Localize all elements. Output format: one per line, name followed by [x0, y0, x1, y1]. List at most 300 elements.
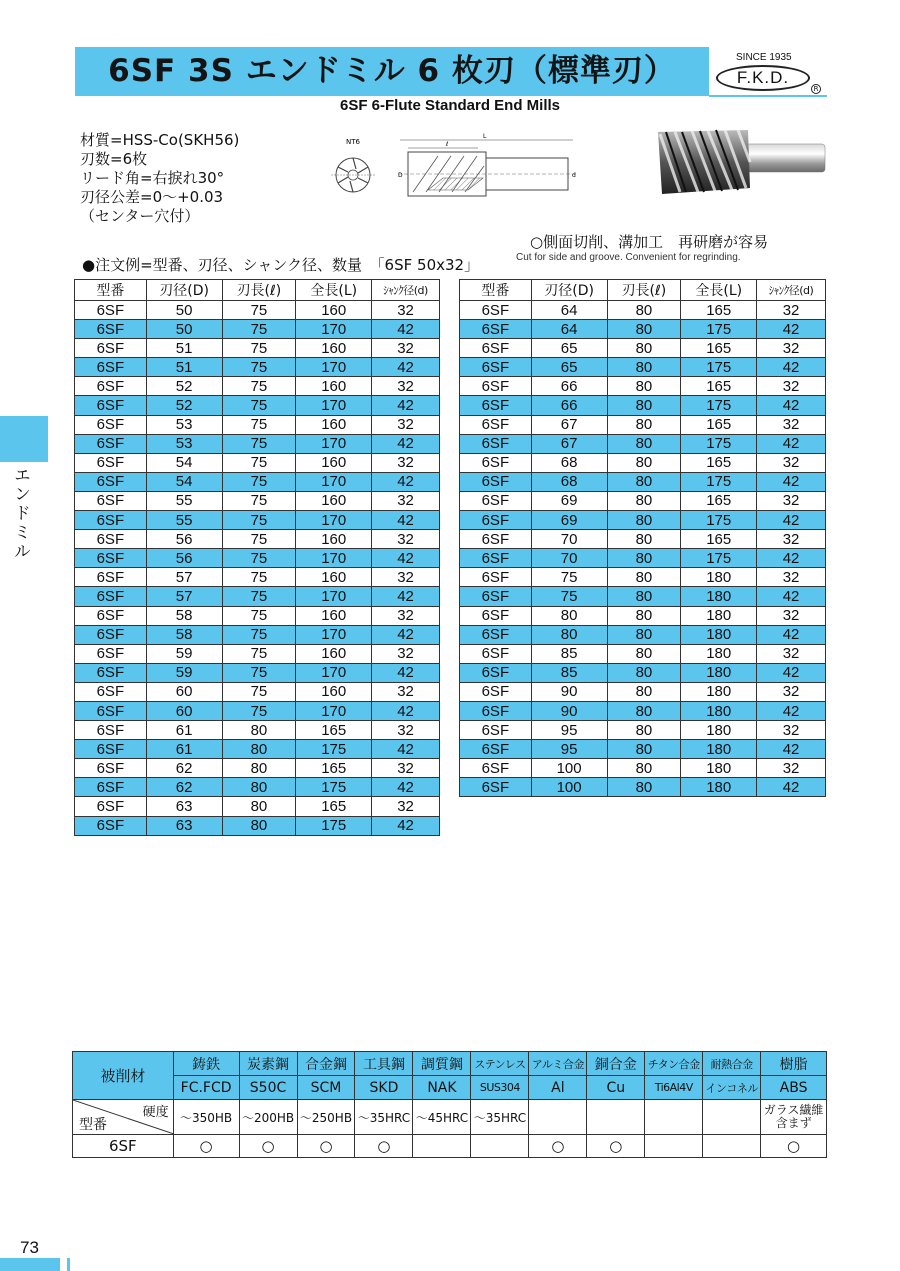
cell-shank-diameter: 32 — [757, 568, 826, 587]
cell-shank-diameter: 32 — [372, 797, 440, 816]
cell-flute-length: 80 — [607, 377, 681, 396]
table-row — [75, 587, 440, 606]
cell-flute-length: 80 — [222, 816, 296, 835]
cell-overall-length: 175 — [681, 472, 757, 491]
cell-flute-length: 75 — [222, 663, 296, 682]
cell-flute-length: 80 — [607, 587, 681, 606]
cell-diameter: 65 — [531, 339, 607, 358]
table-row — [75, 663, 440, 682]
col-shank-diameter: ｼｬﾝｸ径(d) — [757, 280, 826, 301]
row-model: 6SF — [73, 1135, 174, 1158]
cell-model: 6SF — [460, 721, 532, 740]
cell-flute-length: 80 — [607, 606, 681, 625]
cell-diameter: 68 — [531, 472, 607, 491]
cell-model: 6SF — [460, 530, 532, 549]
cell-diameter: 57 — [146, 568, 222, 587]
cell-overall-length: 165 — [681, 377, 757, 396]
cell-flute-length: 80 — [607, 625, 681, 644]
table-header-row — [460, 280, 826, 301]
mat-category: 樹脂 — [761, 1052, 827, 1076]
cell-model: 6SF — [460, 301, 532, 320]
spec-table-left — [74, 279, 440, 836]
cell-diameter: 100 — [531, 778, 607, 797]
cell-shank-diameter: 42 — [757, 358, 826, 377]
mat-hardness: ガラス繊維含まず — [761, 1100, 827, 1135]
cell-model: 6SF — [75, 377, 147, 396]
cell-flute-length: 75 — [222, 434, 296, 453]
cell-flute-length: 75 — [222, 682, 296, 701]
cell-overall-length: 160 — [296, 606, 372, 625]
cell-diameter: 50 — [146, 320, 222, 339]
cell-shank-diameter: 32 — [757, 453, 826, 472]
table-row — [75, 301, 440, 320]
cell-shank-diameter: 42 — [372, 549, 440, 568]
suitability-mark: ○ — [355, 1135, 413, 1158]
cell-model: 6SF — [75, 587, 147, 606]
cell-model: 6SF — [75, 644, 147, 663]
cell-shank-diameter: 32 — [757, 606, 826, 625]
table-row — [75, 396, 440, 415]
cell-shank-diameter: 42 — [757, 625, 826, 644]
cell-flute-length: 75 — [222, 701, 296, 720]
cell-flute-length: 75 — [222, 301, 296, 320]
svg-text:D: D — [398, 172, 403, 179]
cell-flute-length: 80 — [607, 721, 681, 740]
cell-diameter: 67 — [531, 434, 607, 453]
cell-overall-length: 180 — [681, 721, 757, 740]
cell-diameter: 56 — [146, 530, 222, 549]
cell-model: 6SF — [460, 549, 532, 568]
spec-center: （センター穴付） — [80, 207, 200, 225]
cell-shank-diameter: 32 — [372, 721, 440, 740]
cell-model: 6SF — [75, 491, 147, 510]
table-row — [75, 625, 440, 644]
cell-model: 6SF — [460, 587, 532, 606]
spec-lead-angle: リード角=右捩れ30° — [80, 169, 225, 187]
svg-text:d: d — [572, 172, 576, 179]
cell-shank-diameter: 42 — [372, 434, 440, 453]
cell-model: 6SF — [75, 721, 147, 740]
cell-diameter: 54 — [146, 453, 222, 472]
cell-diameter: 85 — [531, 644, 607, 663]
suitability-mark: ○ — [297, 1135, 355, 1158]
cell-diameter: 90 — [531, 682, 607, 701]
cell-shank-diameter: 32 — [757, 301, 826, 320]
materials-model-row — [73, 1135, 827, 1158]
cell-diameter: 66 — [531, 396, 607, 415]
table-row — [460, 644, 826, 663]
cell-overall-length: 165 — [681, 339, 757, 358]
end-mill-photo — [650, 122, 830, 202]
table-row — [75, 816, 440, 835]
cell-shank-diameter: 42 — [757, 549, 826, 568]
cell-overall-length: 165 — [296, 797, 372, 816]
table-row — [460, 434, 826, 453]
cell-shank-diameter: 32 — [757, 682, 826, 701]
cell-flute-length: 80 — [607, 320, 681, 339]
suitability-mark: ○ — [239, 1135, 297, 1158]
cell-model: 6SF — [460, 740, 532, 759]
cell-diameter: 75 — [531, 568, 607, 587]
mat-category: 調質鋼 — [413, 1052, 471, 1076]
cell-diameter: 61 — [146, 740, 222, 759]
table-row — [460, 606, 826, 625]
cell-flute-length: 80 — [222, 721, 296, 740]
col-model: 型番 — [460, 280, 532, 301]
cell-overall-length: 175 — [681, 396, 757, 415]
cell-model: 6SF — [75, 797, 147, 816]
cell-overall-length: 175 — [681, 434, 757, 453]
cell-diameter: 68 — [531, 453, 607, 472]
mat-grade: Ti6Al4V — [645, 1076, 703, 1100]
table-row — [75, 358, 440, 377]
table-row — [460, 549, 826, 568]
cell-model: 6SF — [75, 816, 147, 835]
table-row — [75, 415, 440, 434]
mat-grade: Cu — [587, 1076, 645, 1100]
cell-flute-length: 80 — [607, 701, 681, 720]
cell-shank-diameter: 32 — [757, 415, 826, 434]
table-row — [75, 759, 440, 778]
table-row — [75, 453, 440, 472]
table-row — [75, 682, 440, 701]
spec-material: 材質=HSS-Co(SKH56) — [80, 131, 240, 149]
hardness-model-corner — [73, 1100, 174, 1135]
mat-category: 鋳鉄 — [173, 1052, 239, 1076]
suitability-mark — [471, 1135, 529, 1158]
cell-overall-length: 160 — [296, 377, 372, 396]
suitability-mark — [413, 1135, 471, 1158]
cell-diameter: 69 — [531, 491, 607, 510]
cell-diameter: 60 — [146, 682, 222, 701]
table-row — [75, 491, 440, 510]
table-row — [75, 701, 440, 720]
mat-grade: SUS304 — [471, 1076, 529, 1100]
cell-shank-diameter: 42 — [757, 587, 826, 606]
spec-table-right — [459, 279, 826, 797]
cell-overall-length: 170 — [296, 511, 372, 530]
mat-hardness — [529, 1100, 587, 1135]
hardness-label: 硬度 — [142, 1105, 169, 1120]
cell-model: 6SF — [460, 396, 532, 415]
table-row — [460, 568, 826, 587]
cell-model: 6SF — [75, 301, 147, 320]
cell-overall-length: 170 — [296, 320, 372, 339]
mat-hardness: ～35HRC — [471, 1100, 529, 1135]
mat-grade: NAK — [413, 1076, 471, 1100]
cell-overall-length: 175 — [296, 778, 372, 797]
table-row — [460, 740, 826, 759]
table-row — [75, 511, 440, 530]
cell-model: 6SF — [75, 682, 147, 701]
table-row — [460, 587, 826, 606]
cell-overall-length: 160 — [296, 301, 372, 320]
cell-flute-length: 80 — [607, 568, 681, 587]
cell-flute-length: 80 — [222, 740, 296, 759]
cell-diameter: 55 — [146, 511, 222, 530]
cell-shank-diameter: 42 — [757, 663, 826, 682]
cell-flute-length: 75 — [222, 472, 296, 491]
cell-diameter: 95 — [531, 740, 607, 759]
cell-model: 6SF — [460, 434, 532, 453]
table-header-row — [75, 280, 440, 301]
table-row — [75, 530, 440, 549]
table-row — [75, 568, 440, 587]
suitability-mark: ○ — [173, 1135, 239, 1158]
cell-diameter: 62 — [146, 759, 222, 778]
cell-diameter: 80 — [531, 625, 607, 644]
cell-model: 6SF — [460, 511, 532, 530]
cell-overall-length: 180 — [681, 606, 757, 625]
table-row — [460, 396, 826, 415]
cell-diameter: 58 — [146, 625, 222, 644]
cell-diameter: 64 — [531, 320, 607, 339]
cell-diameter: 59 — [146, 644, 222, 663]
mat-hardness: ～45HRC — [413, 1100, 471, 1135]
table-row — [75, 434, 440, 453]
cell-flute-length: 75 — [222, 396, 296, 415]
cell-flute-length: 75 — [222, 625, 296, 644]
cell-shank-diameter: 32 — [757, 644, 826, 663]
cell-model: 6SF — [460, 453, 532, 472]
cell-diameter: 60 — [146, 701, 222, 720]
cell-model: 6SF — [75, 701, 147, 720]
cell-overall-length: 175 — [681, 358, 757, 377]
cell-shank-diameter: 32 — [372, 339, 440, 358]
materials-category-row — [73, 1052, 827, 1076]
table-row — [75, 778, 440, 797]
cell-shank-diameter: 32 — [372, 301, 440, 320]
cell-model: 6SF — [75, 530, 147, 549]
cell-shank-diameter: 42 — [757, 511, 826, 530]
table-row — [460, 339, 826, 358]
mat-hardness: ～250HB — [297, 1100, 355, 1135]
cell-overall-length: 170 — [296, 701, 372, 720]
cell-flute-length: 75 — [222, 530, 296, 549]
cell-model: 6SF — [75, 320, 147, 339]
cell-model: 6SF — [460, 644, 532, 663]
table-row — [460, 358, 826, 377]
cell-flute-length: 80 — [607, 339, 681, 358]
table-row — [460, 530, 826, 549]
cell-diameter: 63 — [146, 797, 222, 816]
cell-overall-length: 160 — [296, 682, 372, 701]
mat-grade: ABS — [761, 1076, 827, 1100]
cell-overall-length: 160 — [296, 415, 372, 434]
materials-table — [72, 1051, 827, 1158]
col-flute-length: 刃長(ℓ) — [222, 280, 296, 301]
cell-model: 6SF — [75, 740, 147, 759]
mat-category: 銅合金 — [587, 1052, 645, 1076]
cell-shank-diameter: 42 — [757, 472, 826, 491]
table-row — [460, 701, 826, 720]
page-number: 73 — [20, 1238, 39, 1257]
mat-category: ステンレス — [471, 1052, 529, 1076]
nt-label: NT6 — [346, 138, 360, 146]
cell-shank-diameter: 42 — [757, 740, 826, 759]
cell-shank-diameter: 32 — [757, 721, 826, 740]
cell-overall-length: 170 — [296, 587, 372, 606]
cell-diameter: 70 — [531, 530, 607, 549]
cell-model: 6SF — [460, 377, 532, 396]
logo-name: F.K.D. — [716, 65, 810, 91]
svg-text:L: L — [483, 133, 487, 140]
table-row — [460, 377, 826, 396]
cell-shank-diameter: 42 — [757, 778, 826, 797]
cell-diameter: 55 — [146, 491, 222, 510]
cell-model: 6SF — [460, 415, 532, 434]
cell-model: 6SF — [460, 701, 532, 720]
suitability-mark — [703, 1135, 761, 1158]
cell-flute-length: 80 — [607, 511, 681, 530]
cell-flute-length: 75 — [222, 511, 296, 530]
mat-grade: インコネル — [703, 1076, 761, 1100]
col-flute-length: 刃長(ℓ) — [607, 280, 681, 301]
cell-overall-length: 180 — [681, 587, 757, 606]
table-row — [75, 740, 440, 759]
cell-overall-length: 170 — [296, 434, 372, 453]
cell-shank-diameter: 32 — [372, 682, 440, 701]
cell-shank-diameter: 32 — [372, 606, 440, 625]
cell-overall-length: 160 — [296, 491, 372, 510]
cell-model: 6SF — [75, 339, 147, 358]
mat-grade: SCM — [297, 1076, 355, 1100]
page-subtitle: 6SF 6-Flute Standard End Mills — [339, 97, 561, 114]
table-row — [75, 339, 440, 358]
cell-shank-diameter: 32 — [372, 568, 440, 587]
cell-shank-diameter: 32 — [757, 339, 826, 358]
cell-shank-diameter: 42 — [372, 663, 440, 682]
cell-overall-length: 165 — [681, 415, 757, 434]
cell-model: 6SF — [460, 339, 532, 358]
mat-grade: Al — [529, 1076, 587, 1100]
cross-section-icon — [331, 158, 375, 192]
cell-shank-diameter: 32 — [372, 491, 440, 510]
cell-diameter: 62 — [146, 778, 222, 797]
mat-hardness: ～35HRC — [355, 1100, 413, 1135]
cell-overall-length: 180 — [681, 625, 757, 644]
table-row — [460, 511, 826, 530]
cell-model: 6SF — [75, 759, 147, 778]
cell-shank-diameter: 42 — [372, 511, 440, 530]
cell-overall-length: 175 — [681, 320, 757, 339]
cell-diameter: 53 — [146, 415, 222, 434]
cell-shank-diameter: 42 — [372, 396, 440, 415]
cell-flute-length: 80 — [607, 740, 681, 759]
cell-overall-length: 175 — [681, 549, 757, 568]
cell-model: 6SF — [460, 606, 532, 625]
logo-since: SINCE 1935 — [736, 52, 792, 63]
cell-flute-length: 75 — [222, 415, 296, 434]
materials-hardness-row — [73, 1100, 827, 1135]
mat-grade: S50C — [239, 1076, 297, 1100]
cell-diameter: 52 — [146, 396, 222, 415]
cell-overall-length: 170 — [296, 396, 372, 415]
cell-flute-length: 80 — [607, 491, 681, 510]
cell-shank-diameter: 42 — [757, 320, 826, 339]
cell-model: 6SF — [75, 625, 147, 644]
end-mill-diagram — [318, 130, 588, 210]
page-bar-accent — [67, 1258, 70, 1271]
cell-diameter: 64 — [531, 301, 607, 320]
table-row — [460, 491, 826, 510]
cell-model: 6SF — [75, 778, 147, 797]
model-label: 型番 — [79, 1117, 107, 1133]
cell-flute-length: 75 — [222, 568, 296, 587]
cell-flute-length: 80 — [607, 644, 681, 663]
cell-shank-diameter: 32 — [372, 530, 440, 549]
svg-text:ℓ: ℓ — [446, 141, 449, 148]
page-title: 6SF 3S エンドミル 6 枚刃（標準刃） — [108, 53, 676, 89]
mat-category: 炭素鋼 — [239, 1052, 297, 1076]
mat-grade: FC.FCD — [173, 1076, 239, 1100]
table-row — [460, 320, 826, 339]
cell-model: 6SF — [75, 358, 147, 377]
cell-diameter: 69 — [531, 511, 607, 530]
table-row — [75, 549, 440, 568]
cell-overall-length: 165 — [296, 759, 372, 778]
cell-diameter: 52 — [146, 377, 222, 396]
cell-overall-length: 180 — [681, 663, 757, 682]
cell-model: 6SF — [75, 472, 147, 491]
table-row — [75, 797, 440, 816]
table-row — [75, 320, 440, 339]
cell-flute-length: 80 — [222, 759, 296, 778]
cell-flute-length: 75 — [222, 339, 296, 358]
cell-shank-diameter: 42 — [372, 625, 440, 644]
cell-model: 6SF — [460, 358, 532, 377]
cell-overall-length: 170 — [296, 472, 372, 491]
cell-diameter: 59 — [146, 663, 222, 682]
cell-model: 6SF — [75, 511, 147, 530]
cell-flute-length: 80 — [607, 549, 681, 568]
cell-flute-length: 80 — [607, 759, 681, 778]
mat-hardness — [645, 1100, 703, 1135]
cell-model: 6SF — [75, 568, 147, 587]
table-row — [460, 625, 826, 644]
cell-diameter: 57 — [146, 587, 222, 606]
table-row — [460, 721, 826, 740]
cell-model: 6SF — [75, 415, 147, 434]
cell-diameter: 53 — [146, 434, 222, 453]
cell-shank-diameter: 42 — [372, 778, 440, 797]
page-bar — [0, 1258, 60, 1271]
spec-list — [80, 131, 239, 226]
registered-mark: R — [811, 84, 821, 94]
cell-flute-length: 80 — [607, 530, 681, 549]
cell-overall-length: 180 — [681, 740, 757, 759]
table-row — [75, 377, 440, 396]
col-model: 型番 — [75, 280, 147, 301]
cell-shank-diameter: 42 — [372, 472, 440, 491]
mat-category: チタン合金 — [645, 1052, 703, 1076]
cell-model: 6SF — [460, 625, 532, 644]
cell-flute-length: 80 — [607, 301, 681, 320]
cell-model: 6SF — [75, 396, 147, 415]
cell-flute-length: 75 — [222, 320, 296, 339]
cell-model: 6SF — [75, 453, 147, 472]
cell-shank-diameter: 32 — [372, 759, 440, 778]
feature-text-en: Cut for side and groove. Convenient for regrinding. — [516, 252, 741, 263]
cell-diameter: 67 — [531, 415, 607, 434]
cell-diameter: 80 — [531, 606, 607, 625]
cell-shank-diameter: 32 — [757, 530, 826, 549]
cell-shank-diameter: 42 — [372, 320, 440, 339]
cell-shank-diameter: 32 — [757, 491, 826, 510]
suitability-mark — [645, 1135, 703, 1158]
cell-shank-diameter: 32 — [372, 377, 440, 396]
cell-model: 6SF — [460, 759, 532, 778]
